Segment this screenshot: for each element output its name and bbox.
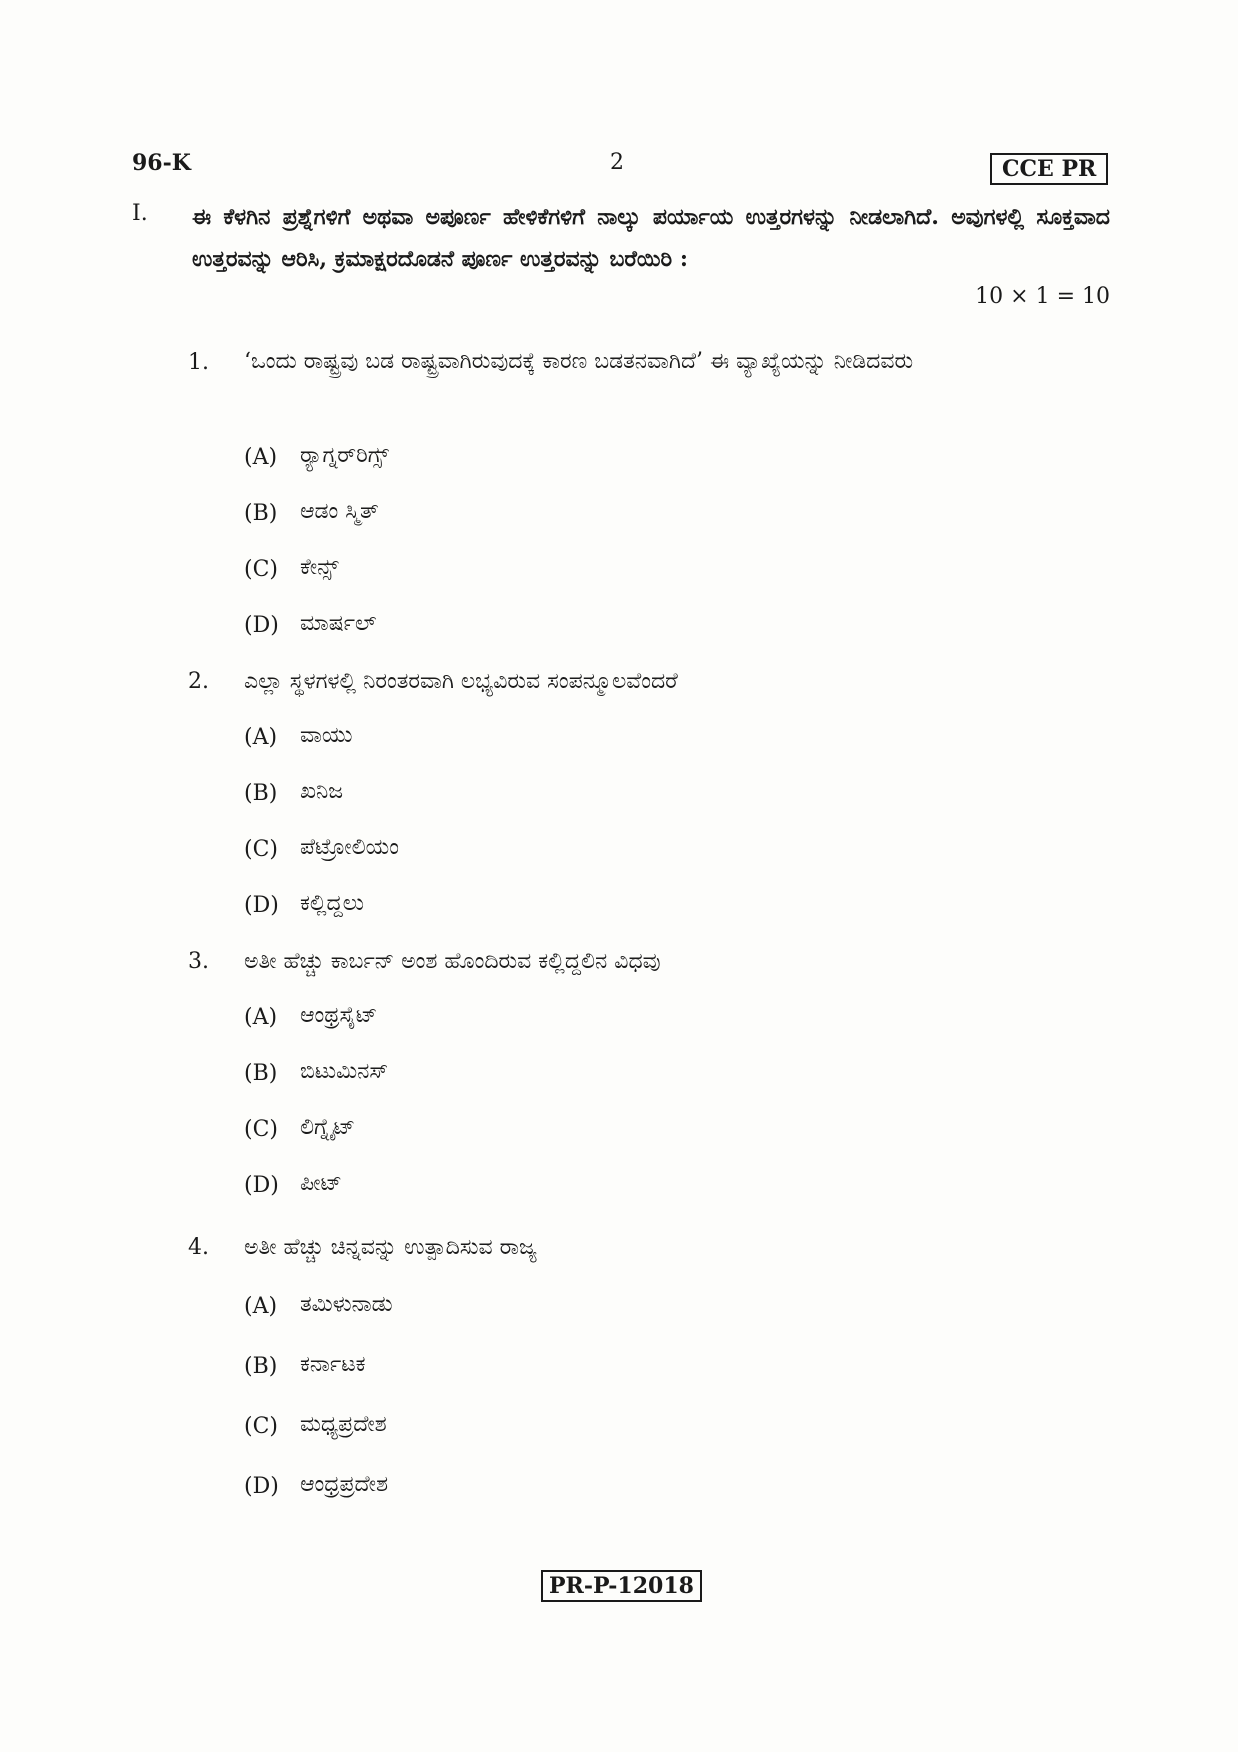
question-number: 1. xyxy=(188,350,209,375)
option-text: ಕರ್ನಾಟಕ xyxy=(300,1352,366,1377)
option-text: ತಮಿಳುನಾಡು xyxy=(300,1292,393,1317)
option-text: ಕಲ್ಲಿದ್ದಲು xyxy=(300,891,364,916)
option-label: (D) xyxy=(244,1173,279,1198)
option-text: ವಾಯು xyxy=(300,723,353,748)
paper-code: 96-K xyxy=(132,150,191,176)
option-text: ಖನಿಜ xyxy=(300,779,344,804)
option-text: ಆಂಧ್ರಪ್ರದೇಶ xyxy=(300,1472,389,1497)
footer-code: PR-P-12018 xyxy=(541,1570,702,1602)
option-label: (D) xyxy=(244,613,279,638)
option-text: ರ್‍ಯಾಗ್ನರ್‌ರಿಗ್ಸ್ xyxy=(300,443,389,468)
option-text: ಪೀಟ್ xyxy=(300,1171,342,1196)
option-text: ಆಂಥ್ರಸೈಟ್ xyxy=(300,1003,378,1028)
option-label: (B) xyxy=(244,1354,278,1379)
option-label: (B) xyxy=(244,1061,278,1086)
option-text: ಕೇನ್ಸ್ xyxy=(300,555,339,580)
option-label: (A) xyxy=(244,1294,278,1319)
option-label: (D) xyxy=(244,893,279,918)
question-number: 4. xyxy=(188,1235,209,1260)
option-label: (B) xyxy=(244,781,278,806)
option-text: ಮಧ್ಯಪ್ರದೇಶ xyxy=(300,1412,387,1437)
section-number: I. xyxy=(132,201,148,226)
option-text: ಪೆಟ್ರೋಲಿಯಂ xyxy=(300,835,399,860)
section-instruction: ಈ ಕೆಳಗಿನ ಪ್ರಶ್ನೆಗಳಿಗೆ ಅಥವಾ ಅಪೂರ್ಣ ಹೇಳಿಕೆಗಳಿಗೆ ನಾಲ್ಕು ಪರ್ಯಾಯ ಉತ್ತರಗಳನ್ನು ನೀಡಲಾಗಿದೆ. ಅವುಗಳಲ್ಲಿ ಸೂಕ್ತವಾದ ಉತ್ತರವನ್ನು ಆರಿಸಿ, ಕ್ರಮಾಕ್ಷರದೊಡನೆ ಪೂರ್ಣ ಉತ್ತರವನ್ನು ಬರೆಯಿರಿ : xyxy=(192,204,1110,272)
option-label: (C) xyxy=(244,557,278,582)
option-label: (A) xyxy=(244,445,278,470)
option-text: ಮಾರ್ಷಲ್ xyxy=(300,611,377,636)
option-label: (D) xyxy=(244,1474,279,1499)
question-number: 3. xyxy=(188,949,209,974)
option-text: ಆಡಂ ಸ್ಮಿತ್ xyxy=(300,499,379,524)
option-label: (C) xyxy=(244,1117,278,1142)
question-text: ಎಲ್ಲಾ ಸ್ಥಳಗಳಲ್ಲಿ ನಿರಂತರವಾಗಿ ಲಭ್ಯವಿರುವ ಸಂಪನ್ಮೂಲವೆಂದರೆ xyxy=(244,669,678,694)
question-text: ‘ಒಂದು ರಾಷ್ಟ್ರವು ಬಡ ರಾಷ್ಟ್ರವಾಗಿರುವುದಕ್ಕೆ ಕಾರಣ ಬಡತನವಾಗಿದೆ’ ಈ ವ್ಯಾಖ್ಯೆಯನ್ನು ನೀಡಿದವರು xyxy=(244,349,914,374)
option-text: ಲಿಗ್ನೈಟ್ xyxy=(300,1115,356,1140)
question-text: ಅತೀ ಹೆಚ್ಚು ಚಿನ್ನವನ್ನು ಉತ್ಪಾದಿಸುವ ರಾಜ್ಯ xyxy=(244,1235,537,1260)
option-text: ಬಿಟುಮಿನಸ್ xyxy=(300,1059,389,1084)
section-marks: 10 × 1 = 10 xyxy=(975,284,1110,309)
paper-type-box: CCE PR xyxy=(990,153,1108,185)
option-label: (B) xyxy=(244,501,278,526)
page-number: 2 xyxy=(610,150,624,175)
option-label: (C) xyxy=(244,837,278,862)
question-text: ಅತೀ ಹೆಚ್ಚು ಕಾರ್ಬನ್ ಅಂಶ ಹೊಂದಿರುವ ಕಲ್ಲಿದ್ದಲಿನ ವಿಧವು xyxy=(244,949,661,974)
question-number: 2. xyxy=(188,669,209,694)
option-label: (A) xyxy=(244,725,278,750)
option-label: (A) xyxy=(244,1005,278,1030)
option-label: (C) xyxy=(244,1414,278,1439)
